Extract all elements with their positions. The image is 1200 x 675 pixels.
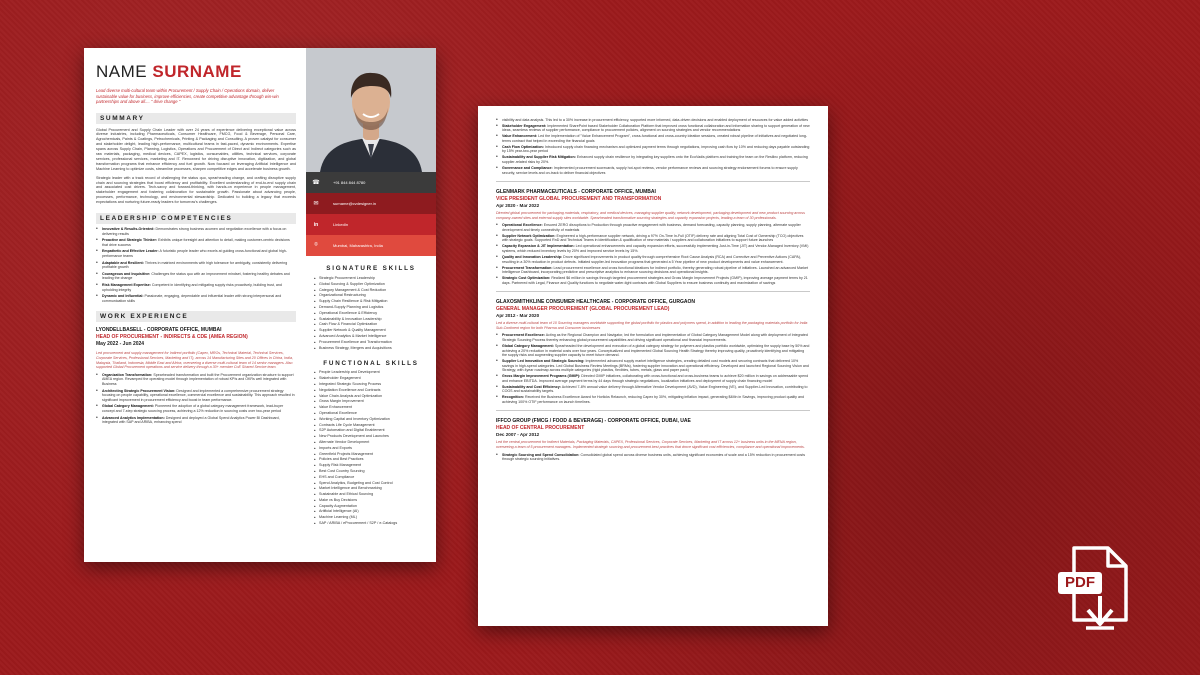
job-company: LYONDELLBASELL - CORPORATE OFFICE, MUMBAI xyxy=(96,327,222,334)
summary-heading: SUMMARY xyxy=(96,113,296,124)
list-item: • Demand-Supply Planning and Logistics xyxy=(314,305,436,311)
list-item: • Innovative & Results-Oriented: Demonstrates strong business acumen and negotiation excellence with a focus on delivering results xyxy=(96,227,296,236)
list-item: • Sustainability and Cost Efficiency: Achieved 7-8% annual value delivery through Alternative Vendor Development (AVD), Value Engineering (VE), and Supplier-Led Innovation, contributing to COGS and sustainability targets. xyxy=(496,385,810,394)
list-item: • Global Sourcing & Supplier Optimization xyxy=(314,282,436,288)
phone-text: +91 844 844 8780 xyxy=(333,180,366,185)
list-item: • Sustainability & Innovation Leadership xyxy=(314,317,436,323)
email-icon: ✉ xyxy=(313,201,319,207)
list-item: • Adaptable and Resilient: Thrives in matrixed environments with high tolerance for ambiguity, consistently delivering profitable growth xyxy=(96,261,296,270)
pdf-label: PDF xyxy=(1065,574,1095,591)
tagline: Lead diverse multi-cultural team within Procurement / Supply Chain / Operations domain, deliver sustainable value for business, improve efficiencies, create competitive advantage through win-win partnerships and above all.... " drive change " xyxy=(96,88,279,104)
job-intro: Led procurement and supply management for Indirect portfolio (Capex, MROs, Technical Material, Technical Services, Corporate Services, Professional Services, Marketing and IT), across 14 Manufacturing Sites and 20 Offices in China, India, Malaysia, Thailand, Indonesia, Middle East and Africa, overseeing a diverse multi-cultural team of 14 senior managers. Also supported Global Procurement operations and service delivery through a 30+ member CoE Shared Service team. xyxy=(96,351,293,370)
list-item: • Strategic Procurement Leadership xyxy=(314,276,436,282)
divider xyxy=(496,291,810,292)
job-intro: Led a diverse multi-cultural team of 10 Sourcing managers worldwide supporting the global portfolio for plastics and polymers spend, in addition to leading the packaging materials portfolio for India Sub-Continent region for both Pharma and Consumer businesses xyxy=(496,321,808,330)
work-experience-heading: WORK EXPERIENCE xyxy=(96,311,296,322)
list-item: • Empathetic and Effective Leader: A futuristic people leader who excels at guiding cross-functional and global high-performance teams xyxy=(96,249,296,258)
list-item: • Alternate Vendor Development xyxy=(314,440,436,446)
job-company: GLAXOSMITHKLINE CONSUMER HEALTHCARE - CORPORATE OFFICE, GURGAON xyxy=(496,299,695,306)
list-item: • Machine Learning (ML) xyxy=(314,515,436,521)
job-date: Apr 2012 - Mar 2020 xyxy=(496,313,540,319)
leadership-list xyxy=(96,227,296,303)
list-item: • Stakeholder Engagement xyxy=(314,376,436,382)
list-item: • visibility and data analysis. This led to a 30% increase in procurement efficiency, supported more informed, data-driven decisions and enabled deployment of resources for value added activities xyxy=(496,118,810,123)
list-item: • Quality and Innovation Leadership: Drove significant improvements in product quality through comprehensive Root Cause Analysis (RCA) and Corrective and Preventive Actions (CAPA), resulting in a 30% reduction in product defects. Initiated supplier-led innovation programs that generated a 5 Year pipeline of new product developments and value enhancement. xyxy=(496,255,810,264)
list-item: • Strategic Cost Optimization: Realized $6 million in savings through targeted procurement strategies and Gross Margin Improvement Projects (GMIP), improving average payment terms by 21 days. Partnered with Legal, Finance and Quality functions to negotiate water-tight contracts with Global Suppliers to ensure business continuity and maximization of savings xyxy=(496,276,810,285)
page1-right-column xyxy=(306,48,436,562)
list-item: • Imports and Exports xyxy=(314,446,436,452)
list-item: • Cash Flow Optimization: Introduced supply chain financing mechanism and optimized payment terms through negotiations, improving cash flow by 10% and reducing days payable outstanding by 15% year-two-year period xyxy=(496,145,810,154)
list-item: • Dynamic and Influential: Passionate, engaging, dependable and influential leader with strong interpersonal and communication skills xyxy=(96,294,296,303)
job-intro: Led the central procurement for Indirect Materials, Packaging Materials, CAPEX, Professional Services, Corporate Services, Marketing and IT across 12+ business units in the MENA region, overseeing a team of 5 procurement managers. Implemented strategic sourcing and procurement best practices that drove significant cost efficiencies, compliance and operational improvements. xyxy=(496,440,805,449)
list-item: • Working Capital and Inventory Optimization xyxy=(314,417,436,423)
list-item: • Gross Margin Improvement Programs (GMIP): Directed GMIP initiatives, collaborating with cross-functional and cross-business teams to achieve $20 million in savings on addressable spend and enhance EBITDA. Improved average payment terms by 44 days through strategic negotiations, localization initiatives and deployment of supply chain financing model xyxy=(496,374,810,383)
list-item: • Capacity Augmentation xyxy=(314,504,436,510)
linkedin-icon: in xyxy=(313,221,319,228)
job-date: Apr 2020 - Mar 2022 xyxy=(496,203,540,209)
list-item: • Organizational Restructuring xyxy=(314,293,436,299)
list-item: • Sustainable and Ethical Sourcing xyxy=(314,492,436,498)
list-item: • Contracts Life Cycle Management xyxy=(314,423,436,429)
list-item: • Procurement Excellence: Acting as the Regional Champion and Navigator, led the formulation and implementation of Global Category Management Model along with deployment of Integrated Strategic Sourcing Process thereby enhancing global procurement capabilities and driving significant operational and financial improvements. xyxy=(496,333,810,342)
list-item: • Global Category Management: Spearheaded the development and execution of a global category strategy for polymers and plastics portfolio worldwide, optimizing the supply base by 50% and achieving a 20% reduction in material costs over four years. Conceptualized and implemented Global Sourcing Health Strategy thereby improving quality, proactively identifying and mitigating the supply risks and augmenting supplier capacity to meet future demand. xyxy=(496,344,810,358)
resume-page-1 xyxy=(84,48,436,562)
contact-location xyxy=(306,235,436,256)
pdf-download-icon[interactable] xyxy=(1052,544,1140,632)
list-item: • Supplier Network & Quality Management xyxy=(314,328,436,334)
divider xyxy=(496,410,810,411)
list-item: • Advanced Analytics & Market Intelligence xyxy=(314,334,436,340)
list-item: • Risk Management Expertise: Competent in identifying and mitigating supply risks proactively, building trust, and upholding integrity xyxy=(96,283,296,292)
list-item: • Value Enhancement: Led the implementation of "Value Enhancement Program", cross-functional and cross-country ideation sessions, created robust pipeline of initiatives and negotiated long-terms contract that helped in exceeding the financial goals xyxy=(496,134,810,143)
job-title: HEAD OF PROCUREMENT - INDIRECTS & CDE (AMEA REGION) xyxy=(96,334,248,341)
list-item: • Category Management & Cost Reduction xyxy=(314,288,436,294)
job-title: HEAD OF CENTRAL PROCUREMENT xyxy=(496,425,585,432)
job-bullets xyxy=(96,373,296,425)
list-item: • Operational Excellence: Ensured ZERO disruptions to Production through proactive engagement with business, demand forecasting, capacity planning, supply planning, alternate supplier development and timely connectivity of materials xyxy=(496,223,810,232)
leadership-heading: LEADERSHIP COMPETENCIES xyxy=(96,213,296,224)
list-item: • Stakeholder Engagement: Implemented SharePoint based Stakeholder Collaboration Platform that improved cross functional collaboration and information sharing to support generation of new ideas, seamless reviews of supplier performance, compliance to procurement policies, alignment on sourcing strategies and vendor recommendations xyxy=(496,124,810,133)
contact-phone[interactable] xyxy=(306,172,436,193)
job-bullets xyxy=(496,453,810,462)
list-item: • Gross Margin Improvement xyxy=(314,399,436,405)
job-company: GLENMARK PHARMACEUTICALS - CORPORATE OFFICE, MUMBAI xyxy=(496,189,656,196)
list-item: • Negotiation Excellence and Contracts xyxy=(314,388,436,394)
contact-panel xyxy=(306,172,436,256)
profile-photo xyxy=(306,48,436,172)
list-item: • Global Category Management: Pioneered the adoption of a global category management framework, lead-buyer concept and 7-step strategic sourcing process, achieving a 12% reduction in sourcing costs over two-year period xyxy=(96,404,296,413)
list-item: • Courageous and Inquisitive: Challenges the status quo with an improvement mindset, fostering healthy debates and leading the change xyxy=(96,272,296,281)
list-item: • Capacity Expansion & JIT Implementation: Led operational enhancements and capacity expansion efforts, successfully implementing Just-in-Time (JIT) and Vendor-Managed Inventory (VMI) systems, which reduced inventory levels by 20% and improved service levels by 15%. xyxy=(496,244,810,253)
list-item: • Value Chain Analysis and Optimization xyxy=(314,394,436,400)
email-text: surname@cvdesigner.in xyxy=(333,201,376,206)
list-item: • Supplier Network Optimization: Engineered a high-performance supplier network, driving a 97% On-Time In-Full (OTIF) delivery rate and aligning Total Cost of Ownership (TCO) objectives with strategic goals. Supported RnD and Technical Teams in identification & qualification of new materials / suppliers and collaboration initiatives to support future launches xyxy=(496,234,810,243)
contact-linkedin[interactable] xyxy=(306,214,436,235)
job-company: IFFCO GROUP (FMCG / FOOD & BEVERAGE) - CORPORATE OFFICE, DUBAI, UAE xyxy=(496,418,691,425)
list-item: • EHS and Compliance xyxy=(314,475,436,481)
linkedin-text: LinkedIn xyxy=(333,222,349,227)
job-bullets xyxy=(496,223,810,285)
list-item: • Operational Excellence xyxy=(314,411,436,417)
list-item: • Supply Chain Resilience & Risk Mitigation xyxy=(314,299,436,305)
list-item: • Best Cost Country Sourcing xyxy=(314,469,436,475)
divider xyxy=(496,181,810,182)
list-item: • Greenfield Projects Management xyxy=(314,452,436,458)
job-bullets xyxy=(496,333,810,404)
resume-page-2 xyxy=(478,106,828,626)
list-item: • SAP / ARIBA / eProcurement / S2P / e-Catalogs xyxy=(314,521,436,527)
phone-icon: ☎ xyxy=(312,180,320,186)
page2-content xyxy=(478,106,828,462)
list-item: • Operational Excellence & Efficiency xyxy=(314,311,436,317)
job-date: May 2022 - Jun 2024 xyxy=(96,341,145,348)
list-item: • Proactive and Strategic Thinker: Exhibits unique foresight and attention to detail, making customer-centric decisions that drive success xyxy=(96,238,296,247)
list-item: • Governance and Compliance: Implemented procurement scorecards, supply hot-spot reviews, vendor performance reviews and sourcing strategy endorsement forums to ensure supply security, service levels and on-track to deliver financial objectives xyxy=(496,166,810,175)
list-item: • Artificial Intelligence (AI) xyxy=(314,509,436,515)
list-item: • Market Intelligence and Benchmarking xyxy=(314,486,436,492)
list-item: • Strategic Sourcing and Spend Consolidation: Consolidated global spend across diverse business units, achieving significant economies of scale and a 15% reduction in procurement costs through strategic sourcing initiatives. xyxy=(496,453,810,462)
signature-skills-list xyxy=(314,276,436,351)
job-title: GENERAL MANAGER PROCUREMENT (GLOBAL PROCUREMENT LEAD) xyxy=(496,306,670,313)
list-item: • Integrated Strategic Sourcing Process xyxy=(314,382,436,388)
location-text: Mumbai, Maharashtra, India xyxy=(333,243,383,248)
last-name: SURNAME xyxy=(152,62,242,81)
summary-paragraph: Global Procurement and Supply Chain Leader with over 24 years of experience delivering exceptional value across diverse industries, including Pharmaceuticals, Consumer Healthcare, FMCG, Food & Beverage, Personal Care, Agrochemicals, Paints & Coatings, Petrochemicals, Printing & Packaging and Consulting. A proven catalyst for consumer and stakeholder delight, leading high-performance, multicultural teams in fast-paced, dynamic environments. Expertise spans across Supply Chain, Planning, Logistics, Operations and Procurement of Direct and Indirect categories such as raw materials, packaging, medical devices, CAPEX, logistics, consumables, utilities, technical services, corporate services, professional services, marketing and IT. Renowned for driving disruptive innovation, digitization, and global transformation programs that enhance efficiency and fuel growth. Now focused on leveraging Artificial Intelligence and Machine Learning to optimize costs, streamline processes, sharpen competitive edges and accelerate business growth. xyxy=(96,127,296,171)
list-item: • Supplier Led Innovation and Strategic Sourcing: Implemented advanced supply market intelligence strategies, creating detailed cost models and securing contracts that delivered 10% savings in high-spend categories. Led Global Business Review Meetings (BRMs), fostering supplier innovation and operational efficiency. Developed and launched Regional Sourcing Vision and Strategy, with 4year roadmap across multiple categories (rigid plastics, flexibles, tubes, metals, glass and paper pack) xyxy=(496,359,810,373)
list-item: • Value Enhancement xyxy=(314,405,436,411)
list-item: • Cash Flow & Financial Optimization xyxy=(314,322,436,328)
first-name: NAME xyxy=(96,62,148,81)
job-date: Dec 2007 - Apr 2012 xyxy=(496,432,540,438)
job-bullets xyxy=(496,118,810,175)
list-item: • People Leadership and Development xyxy=(314,370,436,376)
list-item: • Spend Analytics, Budgeting and Cost Control xyxy=(314,481,436,487)
list-item: • Advanced Analytics Implementation: Designed and deployed a Global Spend Analytics Power BI Dashboard, integrated with SAP and ARIBA, enhancing spend xyxy=(96,416,296,425)
page1-left-column xyxy=(84,48,306,562)
list-item: • Recognition: Received the Business Excellence Award for Horlicks Relaunch, reducing Capex by 30%, mitigating inflation impact, generating $4Mn in Savings, improving product quality and achieving 100% OTIF performance on launch timelines. xyxy=(496,395,810,404)
contact-email[interactable] xyxy=(306,193,436,214)
list-item: • Make vs Buy Decisions xyxy=(314,498,436,504)
location-pin-icon: ⌾ xyxy=(314,242,318,248)
list-item: • New Products Development and Launches xyxy=(314,434,436,440)
list-item: • Organization Transformation: Spearheaded transformation and built the Procurement organization structure to support AMEA region. Revamped the operating model through implementation of robust KPIs and OKRs well integrated with Business xyxy=(96,373,296,387)
list-item: • Architecting Strategic Procurement Vision: Designed and implemented a comprehensive procurement strategy focusing on people capability, operational excellence, commercial excellence and sustainability. This approach resulted in significant improvement in procurement efficiency and boost in team performance. xyxy=(96,389,296,403)
list-item: • Supply Risk Management xyxy=(314,463,436,469)
list-item: • Procurement Excellence and Transformation xyxy=(314,340,436,346)
job-intro: Directed global procurement for packaging materials, respiratory, and medical devices, managing supplier quality, network development, packaging development and new product sourcing across company-owned sites and external supply sites worldwide. Spearheaded transformative sourcing strategies and capacity expansion projects, leading a team of 30 professionals. xyxy=(496,211,805,220)
summary-paragraph: Strategic leader with a track record of challenging the status quo, spearheading change, and crafting disruptive supply chain and sourcing strategies that boost efficiency and profitability. Excellent understanding of end-to-end supply chain and associated cost drivers. Tech-savvy and forward-thinking, with hands-on experience in people management, stakeholder engagement and fostering collaboration for sustainable growth. Passionate about advancing people, processes, performance, technology, and environmental stewardship. Dedicated to building a legacy that exceeds expectations and nurturing future-ready leaders for tomorrow's challenges. xyxy=(96,175,296,205)
list-item: • Procurement Transformation: Lead procurement excellence and cross functional ideations for indirect portfolio, thereby generating robust pipeline of initiatives. Launched an advanced Market Intelligence Dashboard, incorporating predictive and prescriptive analytics to enhance sourcing decisions and operational insights. xyxy=(496,266,810,275)
person-portrait-icon xyxy=(306,48,436,172)
list-item: • S2P Automation and Digital Enablement xyxy=(314,428,436,434)
list-item: • Policies and Best Practices xyxy=(314,457,436,463)
signature-skills-heading: SIGNATURE SKILLS xyxy=(326,265,416,272)
functional-skills-list xyxy=(314,370,436,527)
list-item: • Sustainability and Supplier Risk Mitigation: Enhanced supply chain resilience by integrating key suppliers onto the EcoVadis platform and training the team on the Resilinc platform, reducing supplier-related risks by 20%. xyxy=(496,155,810,164)
job-title: VICE PRESIDENT GLOBAL PROCUREMENT AND TRANSFORMATION xyxy=(496,196,662,203)
list-item: • Business Strategy, Mergers and Acquisitions xyxy=(314,346,436,352)
functional-skills-heading: FUNCTIONAL SKILLS xyxy=(323,360,419,368)
candidate-name xyxy=(96,62,296,82)
